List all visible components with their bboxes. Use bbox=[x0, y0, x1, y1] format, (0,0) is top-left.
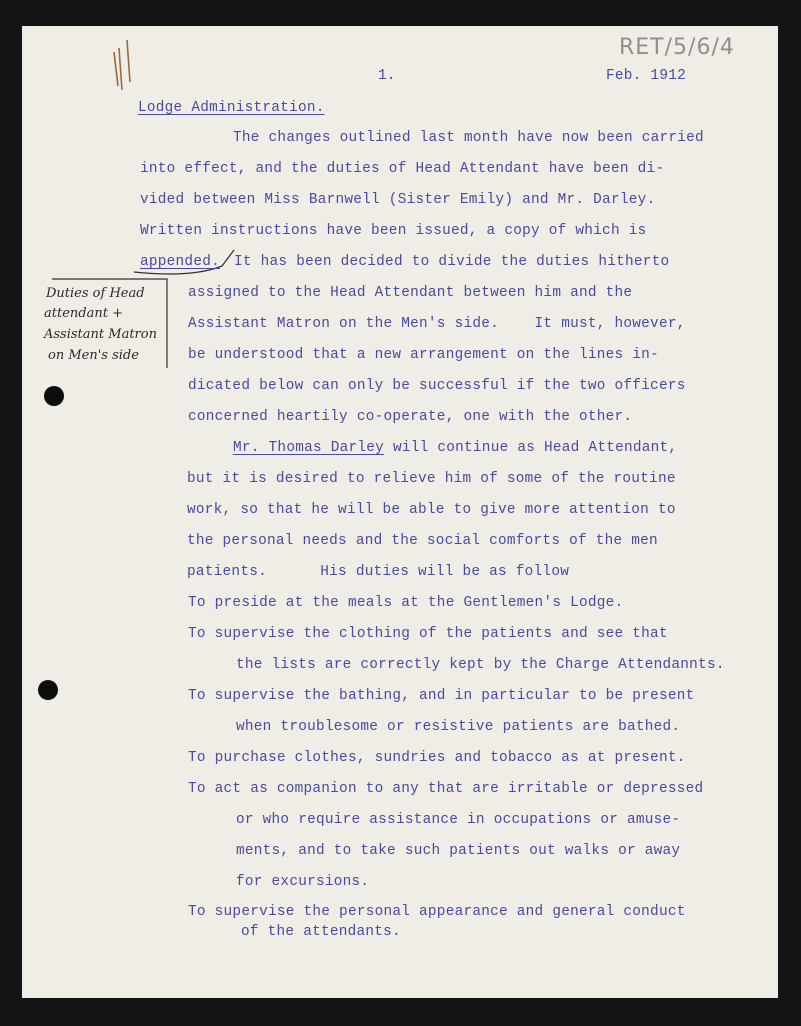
paragraph-line: patients. His duties will be as follow bbox=[187, 564, 570, 580]
paragraph-line: the personal needs and the social comforts of the men bbox=[187, 533, 658, 549]
paragraph-line bbox=[233, 440, 677, 456]
duty-line: To supervise the clothing of the patients and see that bbox=[188, 626, 668, 642]
paragraph-line: vided between Miss Barnwell (Sister Emily) and Mr. Darley. bbox=[140, 192, 656, 208]
ink-stain-marks bbox=[114, 40, 130, 90]
paragraph-line: work, so that he will be able to give more attention to bbox=[187, 502, 676, 518]
paragraph-line: but it is desired to relieve him of some of the routine bbox=[187, 471, 676, 487]
paragraph-line: concerned heartily co-operate, one with the other. bbox=[188, 409, 633, 425]
document-page bbox=[22, 26, 778, 998]
duty-line: for excursions. bbox=[236, 874, 370, 890]
margin-note-line: Duties of Head bbox=[46, 286, 145, 301]
document-date: Feb. 1912 bbox=[606, 68, 686, 84]
duty-line: the lists are correctly kept by the Charge Attendannts. bbox=[236, 657, 725, 673]
paragraph-line: into effect, and the duties of Head Attendant have been di- bbox=[140, 161, 665, 177]
margin-note-line: attendant + bbox=[44, 306, 123, 321]
duty-line: To act as companion to any that are irritable or depressed bbox=[188, 781, 704, 797]
paragraph-line: dicated below can only be successful if the two officers bbox=[188, 378, 686, 394]
duty-line: To supervise the bathing, and in particular to be present bbox=[188, 688, 695, 704]
duty-line: To preside at the meals at the Gentlemen's Lodge. bbox=[188, 595, 624, 611]
page-number: 1. bbox=[378, 68, 396, 84]
paragraph-line: Written instructions have been issued, a copy of which is bbox=[140, 223, 647, 239]
punch-hole bbox=[44, 386, 64, 406]
paragraph-text: will continue as Head Attendant, bbox=[384, 440, 678, 456]
paragraph-line: be understood that a new arrangement on the lines in- bbox=[188, 347, 659, 363]
margin-note-line: on Men's side bbox=[48, 348, 139, 363]
paragraph-line: appended. bbox=[140, 254, 220, 270]
section-heading: Lodge Administration. bbox=[138, 100, 325, 116]
duty-line: To supervise the personal appearance and general conduct bbox=[188, 904, 686, 920]
archive-reference: RET/5/6/4 bbox=[619, 35, 735, 60]
duty-line: To purchase clothes, sundries and tobacco as at present. bbox=[188, 750, 686, 766]
duty-line: when troublesome or resistive patients are bathed. bbox=[236, 719, 681, 735]
duty-line: of the attendants. bbox=[241, 924, 401, 940]
paragraph-line: assigned to the Head Attendant between him and the bbox=[188, 285, 633, 301]
paragraph-line: Assistant Matron on the Men's side. It must, however, bbox=[188, 316, 686, 332]
punch-hole bbox=[38, 680, 58, 700]
paragraph-line: The changes outlined last month have now been carried bbox=[233, 130, 704, 146]
duty-line: ments, and to take such patients out walks or away bbox=[236, 843, 681, 859]
duty-line: or who require assistance in occupations or amuse- bbox=[236, 812, 681, 828]
paragraph-line: It has been decided to divide the duties hitherto bbox=[234, 254, 670, 270]
person-name: Mr. Thomas Darley bbox=[233, 440, 385, 456]
margin-note-line: Assistant Matron bbox=[44, 327, 157, 342]
